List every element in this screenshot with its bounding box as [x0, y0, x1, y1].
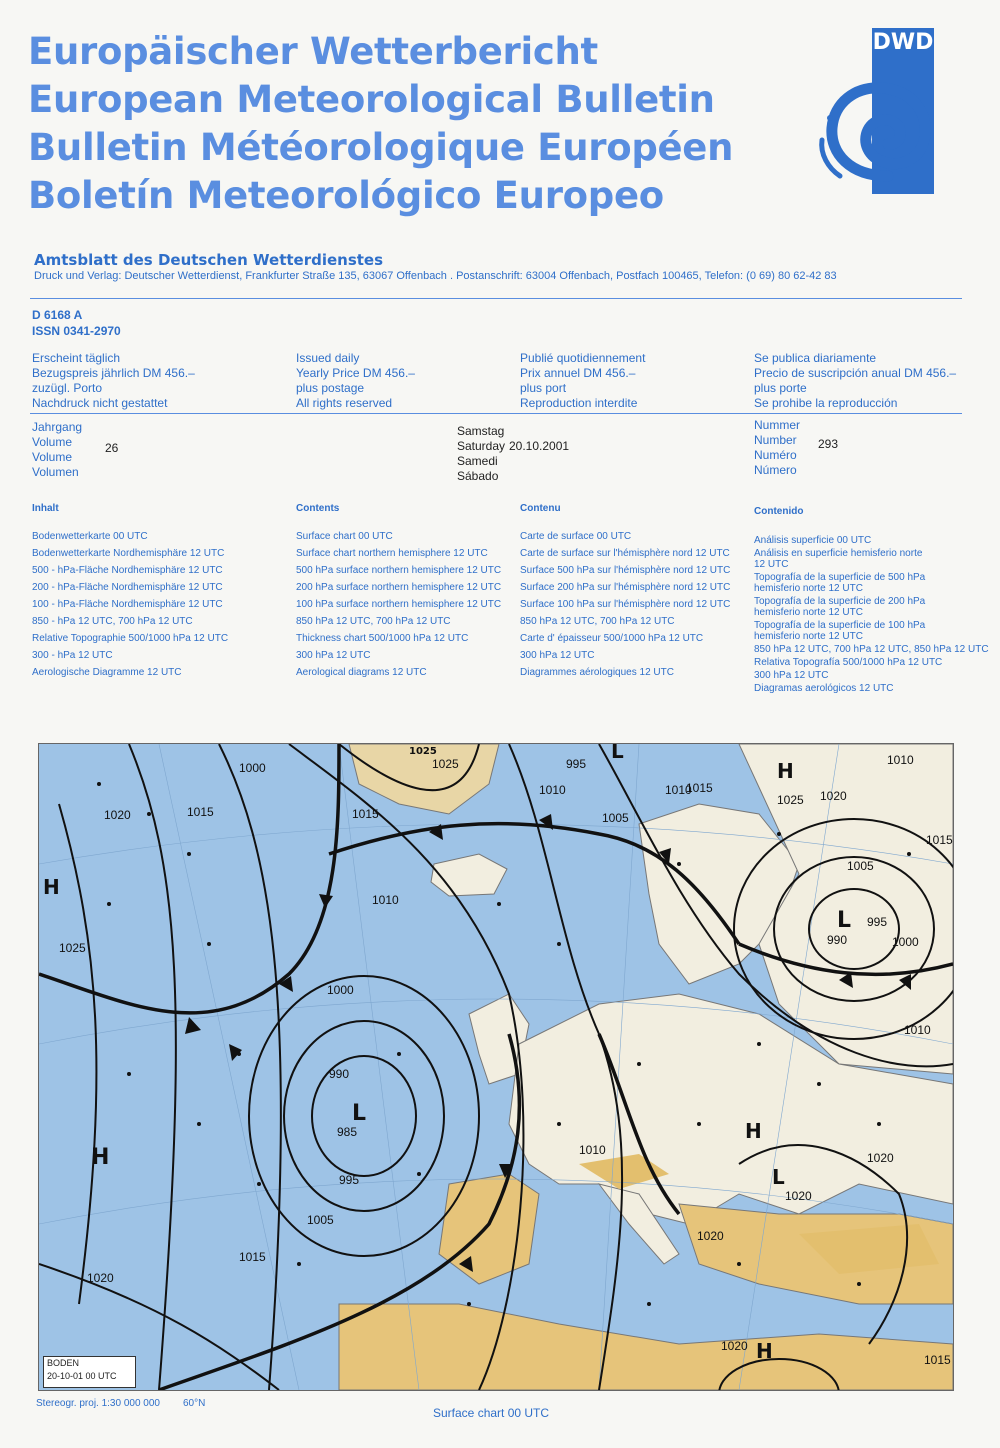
- term-line: Reproduction interdite: [520, 396, 638, 410]
- cold-front: [39, 744, 339, 1013]
- contents-item: 300 hPa 12 UTC: [520, 650, 595, 661]
- stamp-line: BODEN: [47, 1358, 80, 1368]
- isobar-label: 1010: [372, 893, 399, 907]
- surface-chart-map: [38, 743, 954, 1391]
- number-labels: [754, 418, 800, 478]
- projection-note: Stereogr. proj. 1:30 000 000: [36, 1398, 160, 1409]
- title-german: Europäischer Wetterbericht: [28, 30, 598, 73]
- title-spanish: Boletín Meteorológico Europeo: [28, 174, 664, 217]
- publisher-line: Druck und Verlag: Deutscher Wetterdienst, Frankfurter Straße 135, 63067 Offenbach . Postanschrift: 63004 Offenbach, Postfach 100465, Telefon: (0 69) 80 62-42 83: [34, 270, 837, 282]
- term-line: zuzügl. Porto: [32, 381, 103, 395]
- low-pressure-center: L: [837, 908, 852, 933]
- weather-map-svg: [39, 744, 953, 1390]
- terms-french: [520, 351, 645, 411]
- contents-item: Carte de surface sur l'hémisphère nord 12 UTC: [520, 548, 730, 559]
- isobar-label: 1010: [665, 783, 692, 797]
- volume-value: 26: [105, 441, 119, 455]
- contents-item: Carte d' épaisseur 500/1000 hPa 12 UTC: [520, 633, 704, 644]
- contents-item: 300 hPa 12 UTC: [754, 670, 829, 681]
- number-label: Numéro: [754, 448, 797, 462]
- subtitle: Amtsblatt des Deutschen Wetterdienstes: [34, 251, 384, 269]
- contents-item: Análisis en superficie hemisferio norte 12 UTC: [754, 548, 923, 570]
- contents-item: Aerological diagrams 12 UTC: [296, 667, 427, 678]
- isobar-label: 995: [339, 1173, 360, 1187]
- isobar-label: 990: [827, 933, 848, 947]
- day-label: Samstag: [457, 424, 505, 438]
- isobar-label: 990: [329, 1067, 350, 1081]
- low-pressure-center: L: [352, 1101, 367, 1126]
- term-line: Bezugspreis jährlich DM 456.–: [32, 366, 195, 380]
- isobar-label: 1025: [59, 941, 86, 955]
- contents-item: Diagramas aerológicos 12 UTC: [754, 683, 894, 694]
- isobar-label: 1020: [721, 1339, 748, 1353]
- day-label: Saturday: [457, 439, 506, 453]
- contents-heading: Contents: [296, 503, 340, 514]
- contents-item: Surface 200 hPa sur l'hémisphère nord 12 UTC: [520, 582, 731, 593]
- isobar-label: 1015: [239, 1250, 266, 1264]
- isobar-label: 1020: [820, 789, 847, 803]
- isobar-label: 1015: [924, 1353, 951, 1367]
- term-line: Erscheint täglich: [32, 351, 121, 365]
- term-line: All rights reserved: [296, 396, 393, 410]
- isobar-label: 1015: [926, 833, 953, 847]
- terms-german: [32, 351, 195, 411]
- title-english: European Meteorological Bulletin: [28, 78, 715, 121]
- high-pressure-center: H: [91, 1145, 110, 1170]
- volume-labels: [32, 420, 82, 480]
- isobar-label: 1000: [892, 935, 919, 949]
- terms-english: [296, 351, 415, 411]
- isobar-label: 1025: [432, 757, 459, 771]
- isobar-label: 1020: [87, 1271, 114, 1285]
- number-label: Number: [754, 433, 797, 447]
- contents-item: 850 hPa 12 UTC, 700 hPa 12 UTC: [520, 616, 675, 627]
- contents-item: 850 - hPa 12 UTC, 700 hPa 12 UTC: [32, 616, 193, 627]
- contents-french: [520, 500, 730, 681]
- contents-heading: Contenu: [520, 503, 561, 514]
- center-value: 1025: [409, 746, 437, 757]
- isobar-label: 1010: [904, 1023, 931, 1037]
- low-pressure-center: L: [772, 1165, 785, 1189]
- isobar-label: 1020: [867, 1151, 894, 1165]
- isobar-label: 1025: [777, 793, 804, 807]
- date-days: [457, 424, 505, 484]
- isobar-label: 1020: [697, 1229, 724, 1243]
- contents-item: Relativa Topografía 500/1000 hPa 12 UTC: [754, 657, 943, 668]
- high-pressure-center: H: [43, 875, 60, 899]
- term-line: Precio de suscripción anual DM 456.–: [754, 366, 957, 380]
- high-pressure-center: H: [745, 1119, 762, 1143]
- isobar-label: 995: [867, 915, 888, 929]
- term-line: Nachdruck nicht gestattet: [32, 396, 168, 410]
- isobar-label: 1005: [602, 811, 629, 825]
- contents-item: Bodenwetterkarte 00 UTC: [32, 531, 148, 542]
- contents-item: Surface 100 hPa sur l'hémisphère nord 12 UTC: [520, 599, 731, 610]
- term-line: Publié quotidiennement: [520, 351, 646, 365]
- contents-item: Topografía de la superficie de 100 hPa hemisferio norte 12 UTC: [754, 620, 926, 642]
- issn: ISSN 0341-2970: [32, 324, 121, 338]
- contents-item: Thickness chart 500/1000 hPa 12 UTC: [296, 633, 469, 644]
- contents-item: Bodenwetterkarte Nordhemisphäre 12 UTC: [32, 548, 225, 559]
- contents-item: Topografía de la superficie de 200 hPa hemisferio norte 12 UTC: [754, 596, 926, 618]
- isobar-label: 1020: [785, 1189, 812, 1203]
- isobar-label: 1010: [887, 753, 914, 767]
- contents-english: [296, 500, 501, 681]
- contents-spanish: [754, 506, 989, 694]
- contents-item: Aerologische Diagramme 12 UTC: [32, 667, 182, 678]
- number-label: Nummer: [754, 418, 801, 432]
- isobar-label: 1020: [104, 808, 131, 822]
- day-label: Samedi: [457, 454, 498, 468]
- term-line: plus port: [520, 381, 567, 395]
- contents-item: 100 hPa surface northern hemisphere 12 UTC: [296, 599, 502, 610]
- contents-item: Surface chart northern hemisphere 12 UTC: [296, 548, 488, 559]
- contents-item: Topografía de la superficie de 500 hPa hemisferio norte 12 UTC: [754, 572, 926, 594]
- contents-item: Carte de surface 00 UTC: [520, 531, 632, 542]
- land-iberia: [439, 1174, 539, 1284]
- low-pressure-center: L: [611, 744, 624, 763]
- term-line: Prix annuel DM 456.–: [520, 366, 636, 380]
- contents-german: [32, 500, 228, 681]
- high-pressure-center: H: [777, 759, 794, 783]
- chart-stamp: [43, 1356, 136, 1388]
- isobar-label: 1015: [352, 807, 379, 821]
- contents-item: 500 - hPa-Fläche Nordhemisphäre 12 UTC: [32, 565, 223, 576]
- terms-divider: [30, 413, 962, 414]
- dwd-spiral-icon: [810, 58, 950, 203]
- contents-item: 850 hPa 12 UTC, 700 hPa 12 UTC: [296, 616, 451, 627]
- issue-number: 293: [818, 437, 839, 451]
- isobar-label: 1000: [239, 761, 266, 775]
- contents-item: Diagrammes aérologiques 12 UTC: [520, 667, 674, 678]
- day-label: Sábado: [457, 469, 499, 483]
- contents-item: 500 hPa surface northern hemisphere 12 UTC: [296, 565, 502, 576]
- map-caption: Surface chart 00 UTC: [433, 1406, 550, 1420]
- land-north-africa: [339, 1304, 953, 1390]
- d-number: D 6168 A: [32, 308, 83, 322]
- isobar-label: 1010: [579, 1143, 606, 1157]
- contents-item: Relative Topographie 500/1000 hPa 12 UTC: [32, 633, 229, 644]
- isobar-label: 995: [566, 757, 587, 771]
- term-line: Issued daily: [296, 351, 360, 365]
- contents-item: 200 - hPa-Fläche Nordhemisphäre 12 UTC: [32, 582, 223, 593]
- term-line: plus porte: [754, 381, 807, 395]
- high-pressure-center: H: [756, 1339, 773, 1363]
- isobar-label: 1005: [307, 1213, 334, 1227]
- contents-item: Surface chart 00 UTC: [296, 531, 393, 542]
- contents-heading: Contenido: [754, 506, 804, 517]
- title-french: Bulletin Météorologique Européen: [28, 126, 734, 169]
- latitude-note: 60°N: [183, 1398, 206, 1409]
- term-line: Se publica diariamente: [754, 351, 877, 365]
- volume-label: Volume: [32, 450, 73, 464]
- term-line: plus postage: [296, 381, 365, 395]
- isobar-label: 1015: [187, 805, 214, 819]
- header-divider: [30, 298, 962, 299]
- land-iceland: [431, 854, 507, 896]
- issue-date: 20.10.2001: [509, 439, 570, 453]
- contents-item: Surface 500 hPa sur l'hémisphère nord 12 UTC: [520, 565, 731, 576]
- term-line: Yearly Price DM 456.–: [296, 366, 415, 380]
- isobar-label: 1015: [686, 781, 713, 795]
- volume-label: Jahrgang: [32, 420, 83, 434]
- isobar-label: 1010: [539, 783, 566, 797]
- contents-item: 850 hPa 12 UTC, 700 hPa 12 UTC, 850 hPa 12 UTC: [754, 644, 989, 655]
- stamp-line: 20-10-01 00 UTC: [47, 1371, 117, 1381]
- contents-item: Análisis superficie 00 UTC: [754, 535, 872, 546]
- contents-item: 300 hPa 12 UTC: [296, 650, 371, 661]
- contents-item: 200 hPa surface northern hemisphere 12 UTC: [296, 582, 502, 593]
- terms-spanish: [754, 351, 956, 411]
- contents-item: 300 - hPa 12 UTC: [32, 650, 113, 661]
- contents-heading: Inhalt: [32, 503, 59, 514]
- term-line: Se prohibe la reproducción: [754, 396, 898, 410]
- volume-label: Volumen: [32, 465, 79, 479]
- isobar-label: 985: [337, 1125, 358, 1139]
- number-label: Número: [754, 463, 797, 477]
- isobar-label: 1000: [327, 983, 354, 997]
- volume-label: Volume: [32, 435, 73, 449]
- contents-item: 100 - hPa-Fläche Nordhemisphäre 12 UTC: [32, 599, 223, 610]
- dwd-logo-text: DWD: [872, 30, 934, 55]
- isobar-label: 1005: [847, 859, 874, 873]
